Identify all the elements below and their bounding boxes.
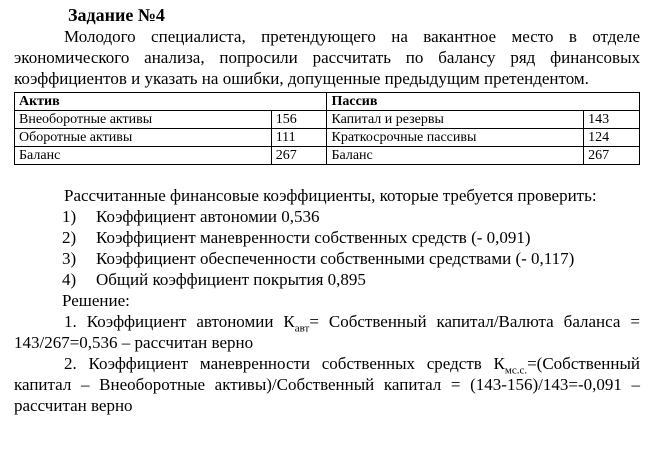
balance-table	[14, 92, 640, 165]
asset-value: 156	[271, 111, 327, 129]
task-title: Задание №4	[68, 5, 165, 25]
coefficient-list	[14, 206, 640, 290]
step1-prefix: 1. Коэффициент автономии К	[64, 312, 295, 331]
liability-value: 267	[584, 147, 640, 165]
list-item-text: Коэффициент маневренности собственных средств (- 0,091)	[96, 228, 531, 247]
liability-name: Баланс	[327, 147, 584, 165]
table-row	[15, 129, 640, 147]
step2-rest: =(Собственный капитал – Внеоборотные активы)/Собственный капитал = (143-156)/143=-0,091 – рассчитан верно	[14, 354, 640, 415]
list-item	[14, 269, 640, 290]
liability-name: Краткосрочные пассивы	[327, 129, 584, 147]
table-header-row	[15, 93, 640, 111]
check-intro: Рассчитанные финансовые коэффициенты, которые требуется проверить:	[64, 186, 597, 205]
solution-step-1	[14, 311, 640, 353]
list-item-text: Коэффициент обеспеченности собственными средствами (- 0,117)	[96, 249, 575, 268]
list-item-number: 3)	[62, 249, 77, 268]
list-item-text: Коэффициент автономии 0,536	[96, 207, 320, 226]
solution-step-2	[14, 353, 640, 416]
assets-header: Актив	[15, 93, 327, 111]
list-item-number: 1)	[62, 207, 77, 226]
liability-name: Капитал и резервы	[327, 111, 584, 129]
list-item	[14, 206, 640, 227]
list-item-number: 2)	[62, 228, 77, 247]
document-page	[14, 4, 640, 416]
step2-prefix: 2. Коэффициент маневренности собственных средств К	[64, 354, 505, 373]
liabilities-header: Пассив	[327, 93, 640, 111]
asset-value: 111	[271, 129, 327, 147]
list-item-text: Общий коэффициент покрытия 0,895	[96, 270, 366, 289]
step1-subscript: авт	[294, 322, 310, 335]
list-item	[14, 227, 640, 248]
list-item-number: 4)	[62, 270, 77, 289]
step2-subscript: мс.с.	[504, 364, 528, 377]
task-intro: Молодого специалиста, претендующего на вакантное место в отделе экономического анализа, попросили рассчитать по балансу ряд финансовых коэффициентов и указать на ошибки, допущенные предыдущим претендентом.	[14, 27, 640, 88]
asset-name: Баланс	[15, 147, 272, 165]
solution-label: Решение:	[62, 291, 130, 310]
step1-rest: = Собственный капитал/Валюта баланса = 143/267=0,536 – рассчитан верно	[14, 312, 640, 352]
asset-value: 267	[271, 147, 327, 165]
asset-name: Внеоборотные активы	[15, 111, 272, 129]
list-item	[14, 248, 640, 269]
liability-value: 124	[584, 129, 640, 147]
asset-name: Оборотные активы	[15, 129, 272, 147]
table-row	[15, 147, 640, 165]
spacer	[14, 165, 640, 185]
table-row	[15, 111, 640, 129]
liability-value: 143	[584, 111, 640, 129]
